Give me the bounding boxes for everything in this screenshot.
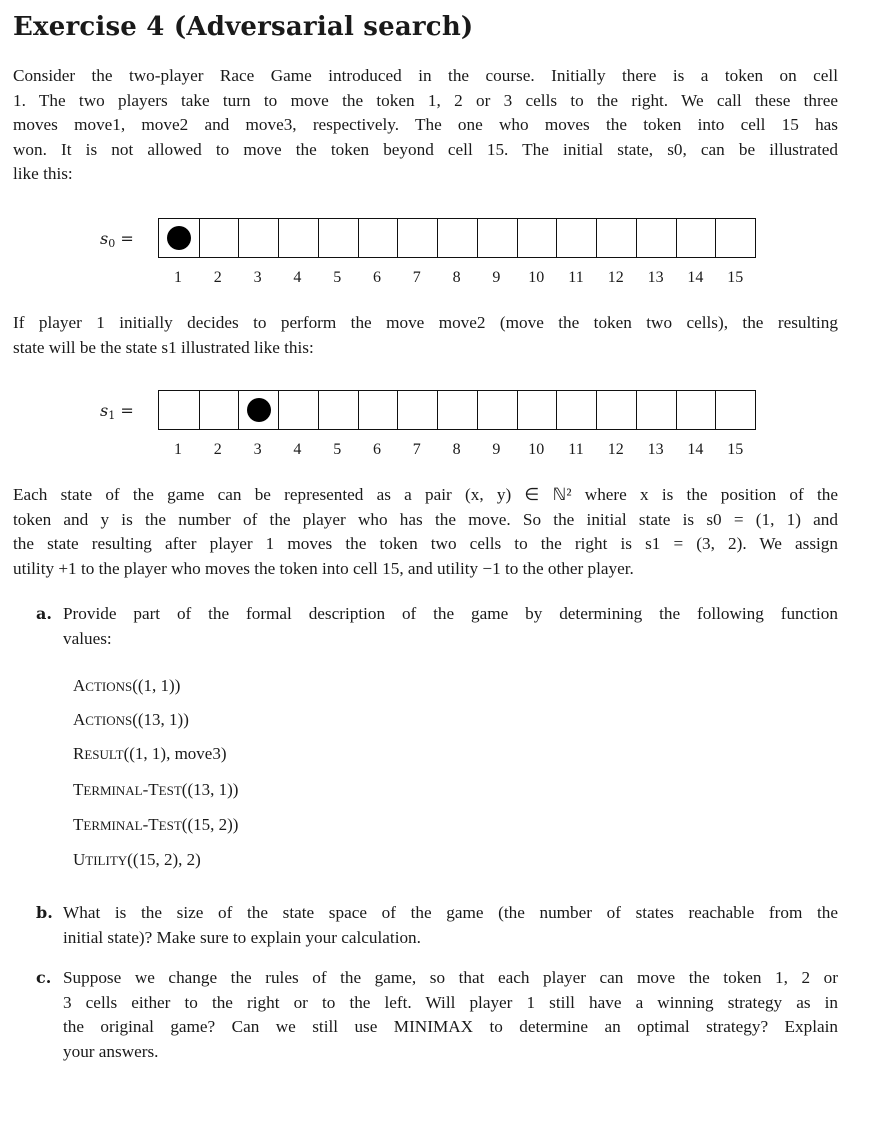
board-cell: [596, 391, 636, 429]
board-cell: [437, 391, 477, 429]
function-name: ACTIONS: [73, 710, 133, 729]
board-cell: [676, 391, 716, 429]
cell-number: 15: [727, 269, 744, 286]
cell-number: 8: [452, 269, 461, 286]
intro-line: like this:: [13, 164, 73, 184]
board-cell: [477, 391, 517, 429]
question-c-line: your answers.: [63, 1041, 159, 1061]
board-cell: [238, 219, 278, 257]
board-cell: [397, 391, 437, 429]
function-terminal-test-13-1: TERMINAL-TEST((13, 1)): [73, 780, 239, 799]
board-cell: [676, 219, 716, 257]
question-c-line: 3 cells either to the right or to the left. Will player 1 still have a winning strategy as in: [63, 992, 838, 1012]
board-cell: [199, 391, 239, 429]
cell-number: 2: [213, 441, 222, 458]
function-name: UTILITY: [73, 850, 128, 869]
function-utility: UTILITY((15, 2), 2): [73, 850, 201, 869]
state-line: the state resulting after player 1 moves the token two cells to the right is s1 = (3, 2). We assign: [13, 534, 838, 554]
function-name: RESULT: [73, 744, 124, 763]
board-cell: [278, 219, 318, 257]
board-cell: [318, 391, 358, 429]
cell-number: 14: [687, 441, 704, 458]
board-s0: [158, 218, 756, 258]
function-name: ACTIONS: [73, 676, 133, 695]
cell-number: 11: [568, 269, 584, 286]
cell-number: 13: [647, 269, 664, 286]
question-c: [36, 966, 838, 1064]
intro-line: Consider the two-player Race Game introduced in the course. Initially there is a token on cell: [13, 66, 838, 85]
board-cell: [596, 219, 636, 257]
cell-number: 9: [492, 441, 501, 458]
state-line: token and y is the number of the player who has the move. So the initial state is s0 = (1, 1) and: [13, 509, 838, 529]
function-name: TERMINAL-TEST: [73, 815, 182, 834]
cell-number: 6: [373, 441, 381, 458]
cell-number: 3: [253, 441, 262, 458]
function-terminal-test-15-2: TERMINAL-TEST((15, 2)): [73, 815, 239, 834]
question-a: [36, 602, 838, 651]
cell-number: 7: [412, 269, 421, 286]
intro-line: won. It is not allowed to move the token beyond cell 15. The initial state, s0, can be illustrated: [13, 139, 838, 159]
board-cell: [636, 391, 676, 429]
function-actions-13-1: ACTIONS((13, 1)): [73, 710, 189, 729]
cell-number: 9: [492, 269, 501, 286]
cell-number: 5: [333, 441, 342, 458]
question-b-line: initial state)? Make sure to explain your calculation.: [63, 927, 421, 947]
question-a-tag: a.: [36, 604, 52, 623]
move-paragraph: [13, 311, 838, 360]
cell-number: 1: [174, 441, 182, 458]
board-cell: [358, 219, 398, 257]
state-line: utility +1 to the player who moves the token into cell 15, and utility −1 to the other player.: [13, 558, 634, 578]
function-actions-1-1: ACTIONS((1, 1)): [73, 676, 181, 695]
board-s1: [158, 390, 756, 430]
board-cell: [517, 219, 557, 257]
question-a-line: Provide part of the formal description of the game by determining the following function: [63, 604, 838, 623]
question-b-tag: b.: [36, 903, 53, 922]
board-cell: [715, 219, 755, 257]
cell-number: 11: [568, 441, 584, 458]
question-b-line: What is the size of the state space of the game (the number of states reachable from the: [63, 903, 838, 922]
s1-label: $s_1$ =: [100, 401, 134, 422]
board-cell: [238, 391, 278, 429]
board-cell: [159, 219, 199, 257]
question-b: [36, 901, 838, 950]
cell-number: 10: [528, 269, 545, 286]
cell-number: 8: [452, 441, 461, 458]
board-cell: [397, 219, 437, 257]
board-cell: [636, 219, 676, 257]
function-result: RESULT((1, 1), move3): [73, 744, 227, 763]
move-line: If player 1 initially decides to perform the move move2 (move the token two cells), the resulting: [13, 313, 838, 332]
token: [247, 398, 271, 422]
cell-number: 13: [647, 441, 664, 458]
board-cell: [437, 219, 477, 257]
cell-number: 2: [213, 269, 222, 286]
cell-number: 4: [293, 269, 302, 286]
cell-numbers-s1: [158, 441, 758, 461]
token: [167, 226, 191, 250]
cell-number: 7: [412, 441, 421, 458]
cell-number: 12: [607, 441, 624, 458]
question-c-tag: c.: [36, 968, 52, 987]
intro-line: moves move1, move2 and move3, respectively. The one who moves the token into cell 15 has: [13, 115, 838, 135]
board-cell: [199, 219, 239, 257]
cell-number: 6: [373, 269, 381, 286]
board-cell: [517, 391, 557, 429]
question-c-line: Suppose we change the rules of the game, so that each player can move the token 1, 2 or: [63, 968, 838, 987]
cell-number: 14: [687, 269, 704, 286]
state-line: Each state of the game can be represented as a pair (x, y) ∈ ℕ² where x is the position of the: [13, 485, 838, 504]
cell-number: 5: [333, 269, 342, 286]
question-a-line: values:: [63, 628, 112, 648]
intro-line: 1. The two players take turn to move the token 1, 2 or 3 cells to the right. We call these three: [13, 90, 838, 110]
board-cell: [358, 391, 398, 429]
board-cell: [477, 219, 517, 257]
board-cell: [715, 391, 755, 429]
cell-numbers-s0: [158, 269, 758, 289]
board-cell: [556, 219, 596, 257]
cell-number: 10: [528, 441, 545, 458]
move-line: state will be the state s1 illustrated like this:: [13, 337, 314, 357]
cell-number: 1: [174, 269, 182, 286]
s0-label: $s_0$ =: [100, 229, 134, 250]
question-c-line: the original game? Can we still use MINIMAX to determine an optimal strategy? Explain: [63, 1017, 838, 1037]
intro-paragraph: [13, 64, 838, 187]
board-cell: [556, 391, 596, 429]
board-cell: [278, 391, 318, 429]
state-paragraph: [13, 483, 838, 581]
cell-number: 15: [727, 441, 744, 458]
cell-number: 12: [607, 269, 624, 286]
board-cell: [159, 391, 199, 429]
cell-number: 3: [253, 269, 262, 286]
exercise-title: Exercise 4 (Adversarial search): [13, 12, 474, 42]
board-cell: [318, 219, 358, 257]
function-name: TERMINAL-TEST: [73, 780, 182, 799]
cell-number: 4: [293, 441, 302, 458]
